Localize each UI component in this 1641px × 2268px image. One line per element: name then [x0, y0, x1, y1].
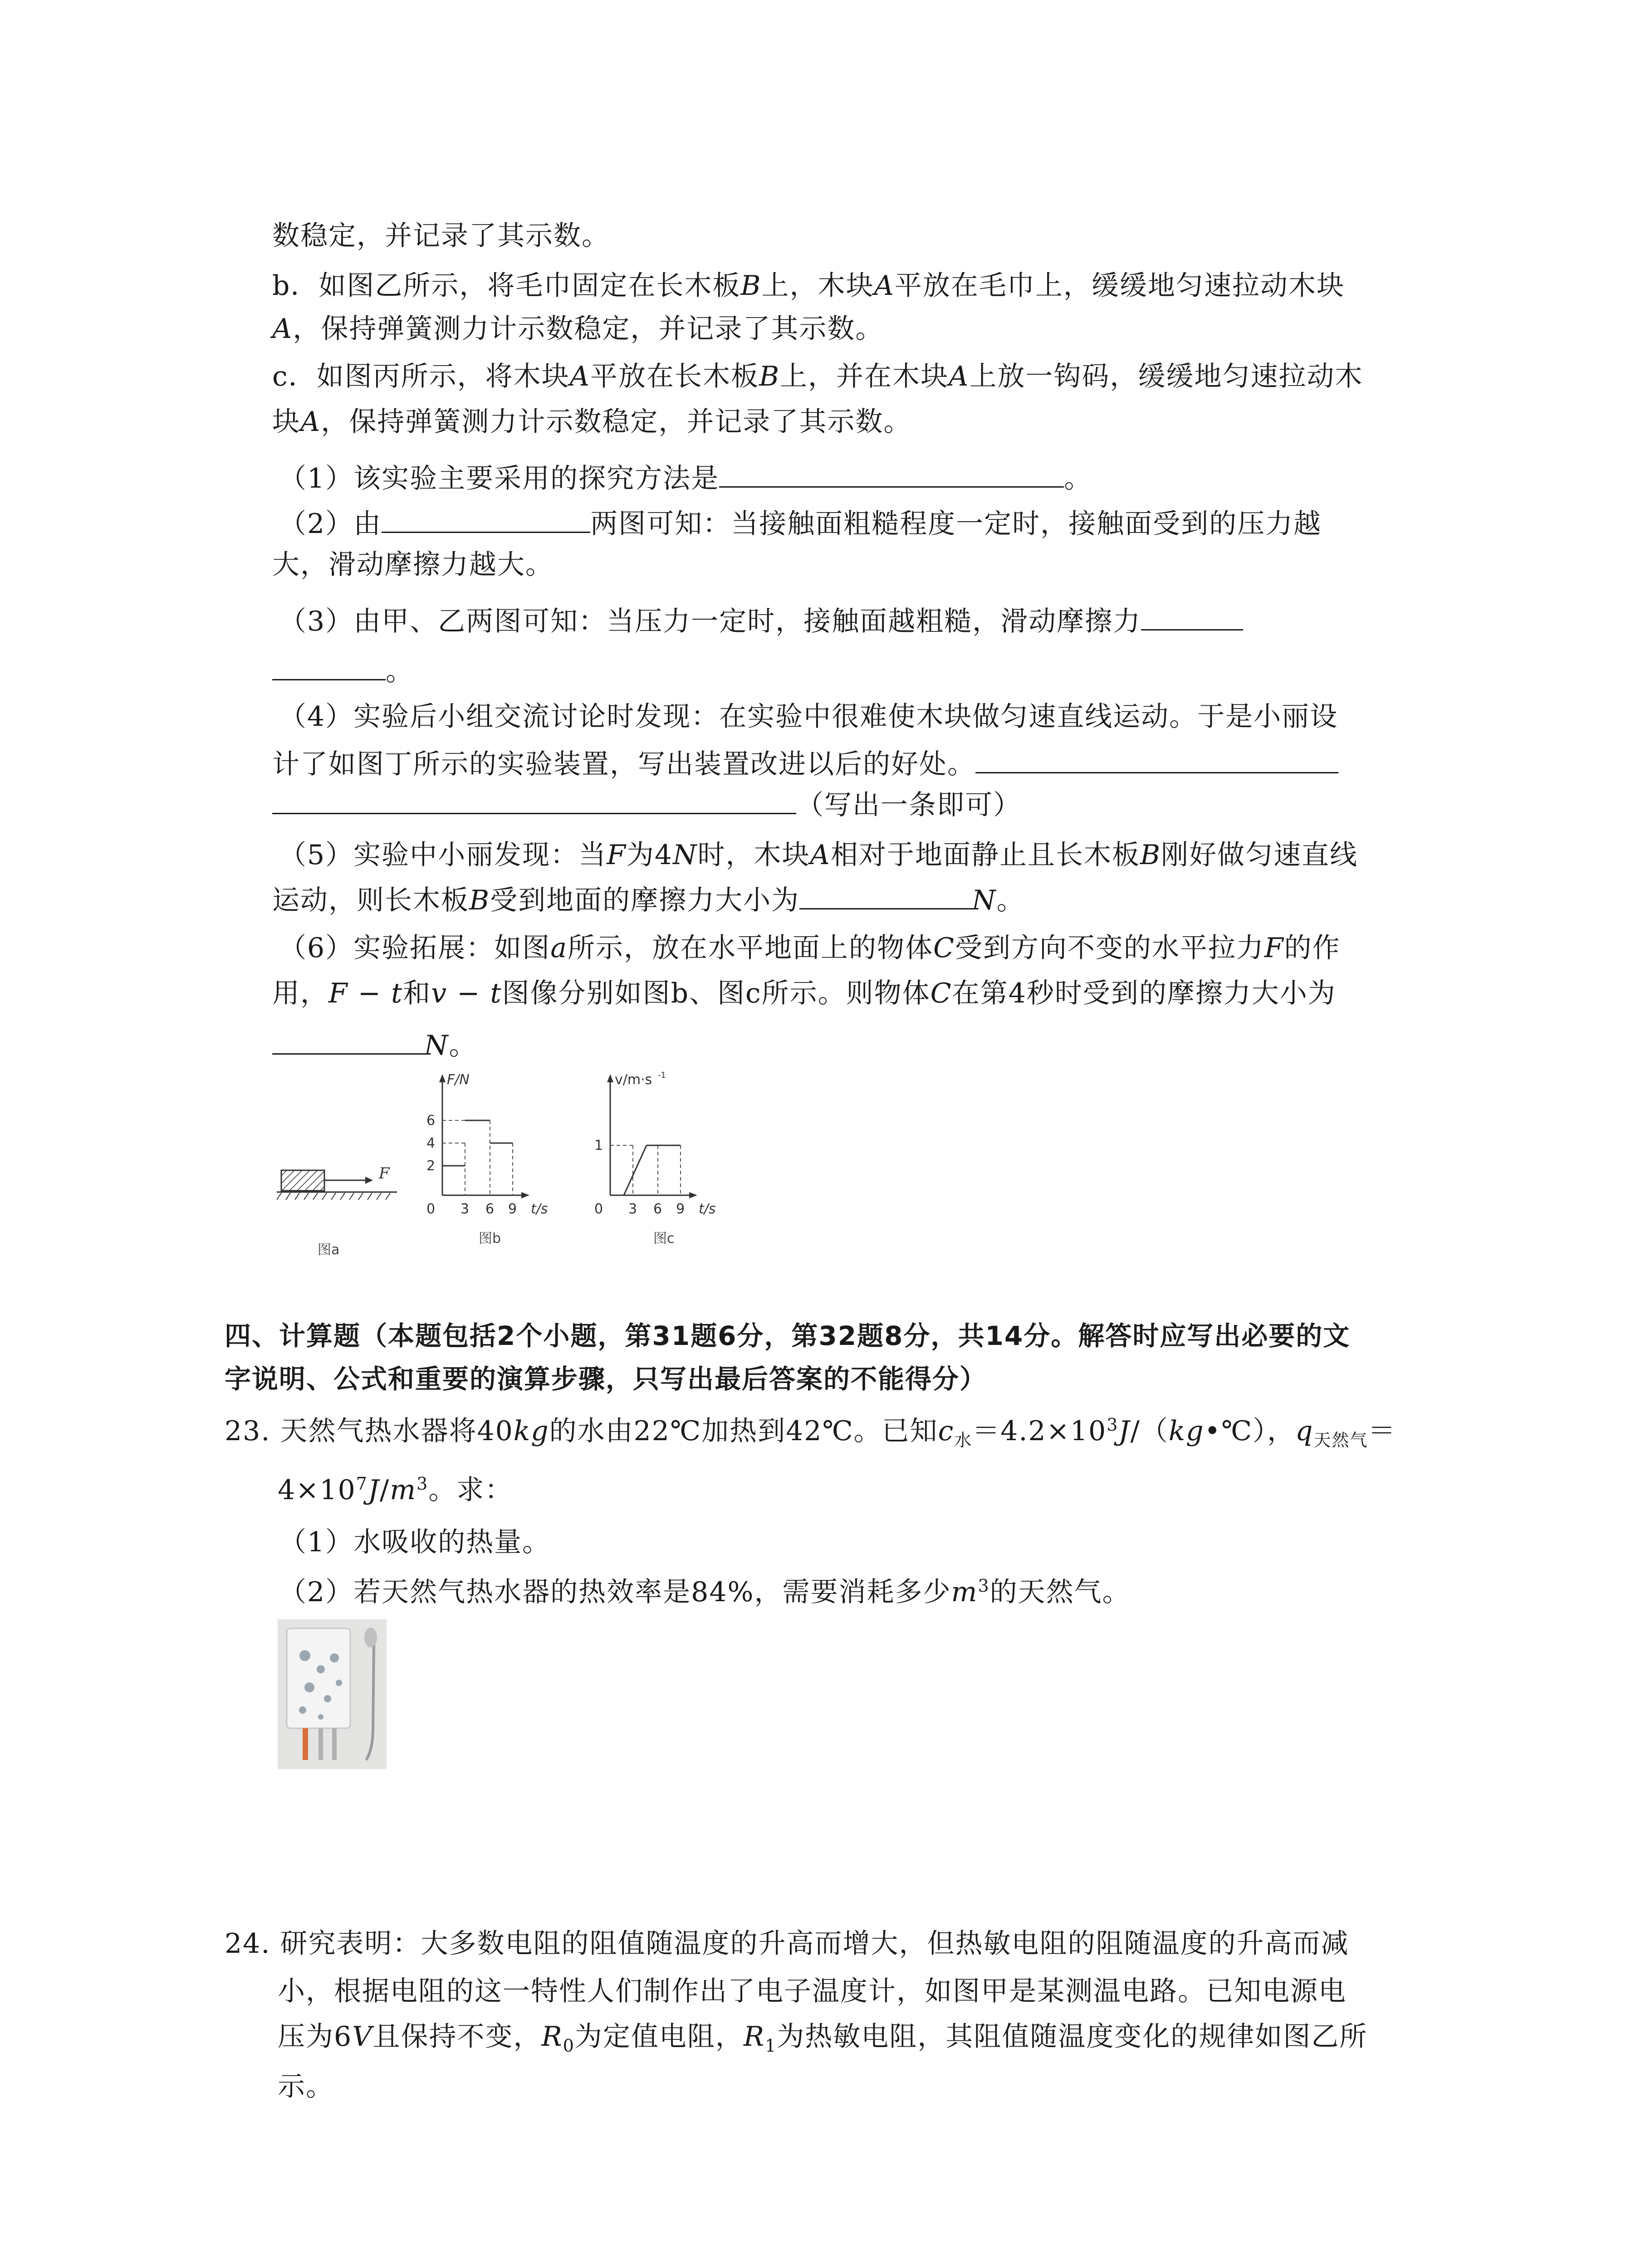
water-heater-photo	[278, 1619, 387, 1769]
x-tick: 9	[508, 1201, 517, 1217]
answer-blank[interactable]	[1141, 601, 1243, 631]
question-3: （3）由甲、乙两图可知：当压力一定时，接触面越粗糙，滑动摩擦力	[279, 601, 1243, 640]
text-line: 。	[272, 651, 414, 689]
text-line: A，保持弹簧测力计示数稳定，并记录了其示数。	[272, 313, 884, 345]
x-tick: 3	[628, 1201, 637, 1217]
x-tick: 0	[594, 1201, 603, 1217]
text-line: 示。	[278, 2071, 334, 2102]
figure-c	[588, 1070, 751, 1261]
question-2: （2）由 两图可知：当接触面粗糙程度一定时，接触面受到的压力越	[279, 503, 1322, 542]
y-axis-label-exponent: -1	[658, 1070, 666, 1080]
y-axis-label: v/m·s	[615, 1072, 652, 1088]
question-23-part-2: （2）若天然气热水器的热效率是84%，需要消耗多少$m^3$的天然气。	[279, 1576, 1131, 1608]
figure-b	[420, 1070, 569, 1261]
answer-blank[interactable]	[719, 458, 1064, 488]
x-tick: 0	[426, 1201, 436, 1217]
text-line: 运动，则长木板B受到地面的摩擦力大小为 N。	[272, 880, 1025, 919]
text-line: 大，滑动摩擦力越大。	[272, 549, 554, 581]
answer-blank[interactable]	[272, 785, 796, 814]
text-line: b．如图乙所示，将毛巾固定在长木板B上，木块A平放在毛巾上，缓缓地匀速拉动木块	[272, 270, 1345, 302]
section-heading: 四、计算题（本题包括2个小题，第31题6分，第32题8分，共14分。解答时应写出必要的文	[225, 1320, 1351, 1351]
answer-blank[interactable]	[272, 651, 386, 680]
y-tick: 6	[426, 1113, 436, 1129]
text-line: 计了如图丁所示的实验装置，写出装置改进以后的好处。	[272, 744, 1338, 782]
text-line: 压为6V且保持不变，$R_0$为定值电阻，$R_1$为热敏电阻，其阻值随温度变化的规律如图乙所	[278, 2021, 1368, 2056]
figure-a	[277, 1157, 404, 1266]
answer-blank[interactable]	[382, 503, 590, 533]
y-axis-label: F/N	[447, 1072, 470, 1088]
question-6: （6）实验拓展：如图a所示，放在水平地面上的物体C受到方向不变的水平拉力F的作	[279, 932, 1341, 964]
text-line: 用，F − t和v − t图像分别如图b、图c所示。则物体C在第4秒时受到的摩擦力大小为	[272, 978, 1336, 1009]
question-4: （4）实验后小组交流讨论时发现：在实验中很难使木块做匀速直线运动。于是小丽设	[279, 701, 1338, 733]
x-tick: 9	[676, 1201, 685, 1217]
y-tick: 1	[594, 1138, 603, 1154]
x-axis-label: t/s	[699, 1201, 716, 1217]
force-label: F	[379, 1164, 390, 1183]
f-t-line	[442, 1120, 513, 1166]
x-tick: 6	[485, 1201, 495, 1217]
figure-caption: 图b	[479, 1231, 501, 1246]
v-t-line	[624, 1145, 681, 1195]
question-23-part-1: （1）水吸收的热量。	[279, 1526, 551, 1558]
answer-blank[interactable]	[799, 880, 972, 909]
answer-blank[interactable]	[975, 744, 1338, 773]
question-5: （5）实验中小丽发现：当F为4N时，木块A相对于地面静止且长木板B刚好做匀速直线	[279, 839, 1358, 871]
figure-caption: 图c	[653, 1231, 675, 1246]
question-24: 24. 研究表明：大多数电阻的阻值随温度的升高而增大，但热敏电阻的阻随温度的升高而减	[225, 1928, 1349, 1960]
text-line: $4\times 10^7J/m^3$。求：	[278, 1474, 513, 1506]
question-1: （1）该实验主要采用的探究方法是 。	[279, 458, 1092, 497]
y-tick: 2	[426, 1158, 436, 1174]
section-heading: 字说明、公式和重要的演算步骤，只写出最后答案的不能得分）	[225, 1364, 987, 1394]
text-line: 小，根据电阻的这一特性人们制作出了电子温度计，如图甲是某测温电路。已知电源电	[278, 1975, 1347, 2007]
text-line: c．如图丙所示，将木块A平放在长木板B上，并在木块A上放一钩码，缓缓地匀速拉动木	[272, 361, 1363, 392]
text-line: N。	[272, 1025, 477, 1064]
block-c	[281, 1170, 324, 1191]
x-tick: 6	[653, 1201, 662, 1217]
question-23: 23. 天然气热水器将40kg的水由22℃加热到42℃。已知$c_水=4.2\times 10^3J/(kg•℃)$，$q_{天然气}=$	[225, 1415, 1396, 1450]
answer-blank[interactable]	[272, 1025, 424, 1055]
x-axis-label: t/s	[531, 1201, 548, 1217]
figure-caption: 图a	[318, 1242, 340, 1258]
text-line: 数稳定，并记录了其示数。	[272, 220, 610, 252]
text-line: 块A，保持弹簧测力计示数稳定，并记录了其示数。	[272, 406, 912, 438]
text-line: （写出一条即可）	[272, 785, 1021, 823]
y-tick: 4	[426, 1135, 436, 1151]
x-tick: 3	[460, 1201, 470, 1217]
